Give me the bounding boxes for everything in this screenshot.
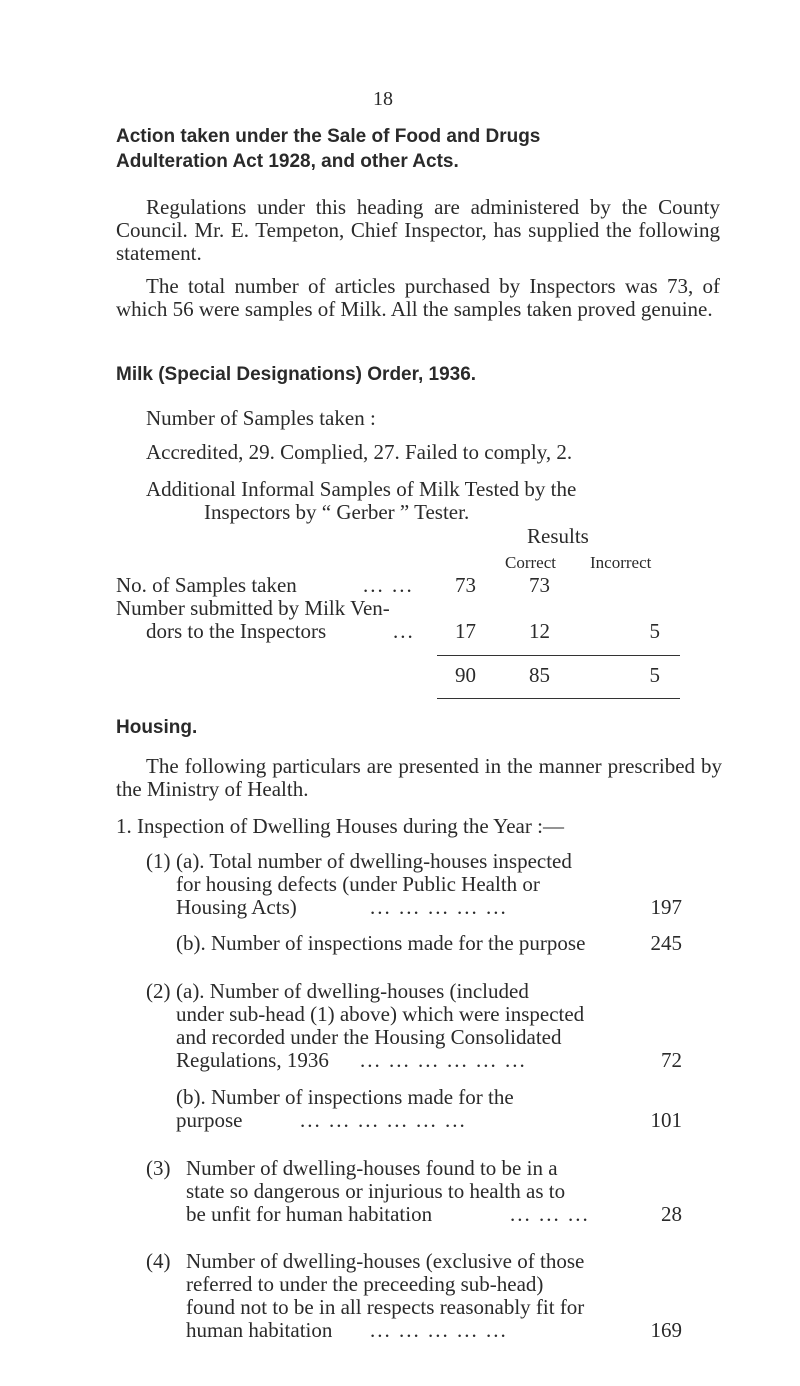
totals-rule-top (437, 655, 680, 656)
item-value: 245 (650, 931, 682, 955)
row-label-vendors-line1: Number submitted by Milk Ven- (116, 596, 390, 620)
item-3-line2: state so dangerous or injurious to health as to (186, 1179, 566, 1203)
item-value: 169 (650, 1318, 682, 1342)
item-4-line4: human habitation (186, 1318, 333, 1342)
item-4-line1: Number of dwelling-houses (exclusive of those (186, 1249, 585, 1273)
page-number: 18 (373, 88, 393, 110)
total-correct: 85 (529, 663, 550, 687)
item-2b-line2: purpose (176, 1108, 243, 1132)
results-header: Results (527, 524, 589, 548)
cell-correct: 73 (529, 573, 550, 597)
samples-breakdown: Accredited, 29. Complied, 27. Failed to comply, 2. (146, 440, 573, 464)
item-3-line1: Number of dwelling-houses found to be in a (186, 1156, 558, 1180)
cell-total: 73 (455, 573, 476, 597)
row-leader-dots: ... ... (363, 573, 414, 597)
item-value: 197 (650, 895, 682, 919)
item-2a-line3: and recorded under the Housing Consolidated (176, 1025, 562, 1049)
leader-dots: ... ... ... ... ... (370, 1318, 508, 1342)
row-label-samples-taken: No. of Samples taken (116, 573, 297, 597)
item-3-line3: be unfit for human habitation (186, 1202, 433, 1226)
housing-intro: The following particulars are presented in the manner prescribed by the Ministry of Health. (116, 754, 722, 801)
item-4-line3: found not to be in all respects reasonably fit for (186, 1295, 585, 1319)
leader-dots: ... ... ... ... ... ... (300, 1108, 467, 1132)
column-incorrect: Incorrect (590, 553, 652, 572)
row-leader-dots: ... (393, 619, 415, 643)
item-2a-line2: under sub-head (1) above) which were inspected (176, 1002, 585, 1026)
item-value: 72 (661, 1048, 682, 1072)
item-label: (3) (146, 1156, 171, 1180)
leader-dots: ... ... ... (510, 1202, 590, 1226)
item-1a-line1: (a). Total number of dwelling-houses inspected (176, 849, 572, 873)
item-1a-line2: for housing defects (under Public Health or (176, 872, 540, 896)
cell-incorrect: 5 (649, 619, 660, 643)
item-2b-line1: (b). Number of inspections made for the (176, 1085, 514, 1109)
cell-total: 17 (455, 619, 476, 643)
item-1a-line3: Housing Acts) (176, 895, 297, 919)
section-heading-milk-order: Milk (Special Designations) Order, 1936. (116, 364, 477, 385)
section-heading-sale-of-food-line2: Adulteration Act 1928, and other Acts. (116, 151, 459, 172)
item-2a-line1: (a). Number of dwelling-houses (included (176, 979, 529, 1003)
totals-rule-bottom (437, 698, 680, 699)
leader-dots: ... ... ... ... ... (370, 895, 508, 919)
item-value: 101 (650, 1108, 682, 1132)
leader-dots: ... ... ... ... ... ... (360, 1048, 527, 1072)
samples-taken-label: Number of Samples taken : (146, 406, 376, 430)
additional-samples-line2: Inspectors by “ Gerber ” Tester. (204, 500, 470, 524)
inspection-heading: 1. Inspection of Dwelling Houses during the Year :— (116, 814, 564, 838)
paragraph-regulations: Regulations under this heading are administered by the County Council. Mr. E. Tempeton, Chief Inspector, has supplied the following statement. (116, 195, 720, 265)
item-1b-line1: (b). Number of inspections made for the purpose (176, 931, 586, 955)
section-heading-housing: Housing. (116, 717, 198, 738)
total-samples: 90 (455, 663, 476, 687)
item-4-line2: referred to under the preceeding sub-head) (186, 1272, 544, 1296)
item-label: (1) (146, 849, 171, 873)
item-value: 28 (661, 1202, 682, 1226)
item-2a-line4: Regulations, 1936 (176, 1048, 329, 1072)
cell-correct: 12 (529, 619, 550, 643)
paragraph-articles-purchased: The total number of articles purchased by Inspectors was 73, of which 56 were samples of Milk. All the samples taken proved genuine. (116, 274, 720, 321)
column-correct: Correct (505, 553, 556, 572)
section-heading-sale-of-food-line1: Action taken under the Sale of Food and Drugs (116, 126, 541, 147)
row-label-vendors-line2: dors to the Inspectors (146, 619, 327, 643)
item-label: (4) (146, 1249, 171, 1273)
total-incorrect: 5 (649, 663, 660, 687)
item-label: (2) (146, 979, 171, 1003)
additional-samples-line1: Additional Informal Samples of Milk Tested by the (146, 477, 577, 501)
